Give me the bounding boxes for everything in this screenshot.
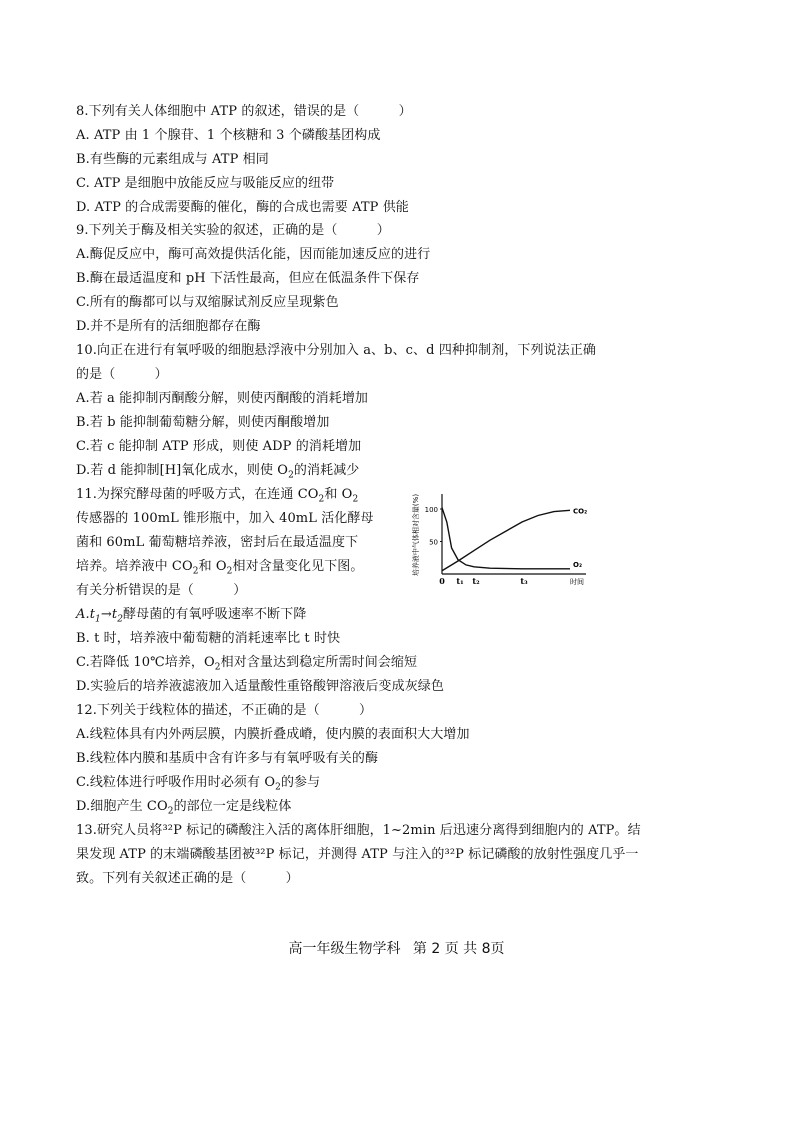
q11-stem-line3: 菌和 60mL 葡萄糖培养液，密封后在最适温度下	[76, 535, 359, 550]
q10-stem-line1: 10.向正在进行有氧呼吸的细胞悬浮液中分别加入 a、b、c、d 四种抑制剂，下列说法正确	[76, 343, 597, 358]
q11-a-text: A.t	[76, 607, 96, 622]
q12-option-d	[76, 799, 291, 815]
q8-stem: 8.下列有关人体细胞中 ATP 的叙述，错误的是（ ）	[76, 104, 412, 119]
q11-l1-mid: 和 O	[324, 487, 353, 502]
y-axis-label: 培养液中气体相对含量(%)	[412, 493, 420, 577]
subscript: 2	[214, 662, 221, 673]
q13-stem-line3: 致。下列有关叙述正确的是（ ）	[76, 871, 299, 886]
q13-stem-line2: 果发现 ATP 的末端磷酸基团被³²P 标记，并测得 ATP 与注入的³²P 标记磷酸的放射性强度几乎一	[76, 847, 639, 862]
q9-stem: 9.下列关于酶及相关实验的叙述，正确的是（ ）	[76, 223, 390, 238]
x-tick-label: t₂	[472, 576, 480, 586]
q11-option-a	[76, 607, 306, 623]
y-tick-label: 100	[424, 506, 438, 514]
q12-c-text: C.线粒体进行呼吸作用时必须有 O	[76, 775, 276, 790]
x-tick-label: 0	[439, 576, 445, 586]
q11-a-arrow: →t	[100, 607, 118, 622]
q12-d-text: D.细胞产生 CO	[76, 799, 168, 814]
q12-d-text-end: 的部位一定是线粒体	[173, 799, 292, 814]
q9-option-c: C.所有的酶都可以与双缩脲试剂反应呈现紫色	[76, 295, 339, 310]
q11-a-text-end: 酵母菌的有氧呼吸速率不断下降	[123, 607, 307, 622]
q10-option-d	[76, 463, 359, 479]
subscript: 2	[167, 806, 174, 817]
q9-option-d: D.并不是所有的活细胞都存在酶	[76, 319, 261, 334]
q8-option-d: D. ATP 的合成需要酶的催化，酶的合成也需要 ATP 供能	[76, 200, 409, 215]
q12-option-c	[76, 775, 320, 791]
page-footer	[0, 938, 793, 958]
subscript: 2	[226, 566, 233, 577]
q9-option-b: B.酶在最适温度和 pH 下活性最高，但应在低温条件下保存	[76, 271, 420, 286]
q10-option-c: C.若 c 能抑制 ATP 形成，则使 ADP 的消耗增加	[76, 439, 362, 454]
q11-l4-mid: 和 O	[198, 559, 227, 574]
q10-option-a: A.若 a 能抑制丙酮酸分解，则使丙酮酸的消耗增加	[76, 391, 369, 406]
x-tick-label: t₃	[520, 576, 528, 586]
q11-stem-line4	[76, 559, 364, 575]
q11-l4-end: 相对含量变化见下图。	[232, 559, 364, 574]
co2-series-label: CO₂	[573, 507, 588, 516]
q9-option-a: A.酶促反应中，酶可高效提供活化能，因而能加速反应的进行	[76, 247, 431, 262]
q11-c-text: C.若降低 10℃培养，O	[76, 655, 215, 670]
q12-option-b: B.线粒体内膜和基质中含有许多与有氧呼吸有关的酶	[76, 751, 379, 766]
q10-d-text-end: 的消耗减少	[293, 463, 360, 478]
x-tick-label: t₁	[456, 576, 464, 586]
subscript: 2	[117, 614, 124, 625]
q8-option-b: B.有些酶的元素组成与 ATP 相同	[76, 152, 269, 167]
q10-d-text: D.若 d 能抑制[H]氧化成水，则使 O	[76, 463, 289, 478]
q11-stem-line1	[76, 487, 358, 503]
q13-stem-line1: 13.研究人员将³²P 标记的磷酸注入活的离体肝细胞，1~2min 后迅速分离得到细胞内的 ATP。结	[76, 823, 641, 838]
q8-option-c: C. ATP 是细胞中放能反应与吸能反应的纽带	[76, 176, 335, 191]
q11-stem-line5: 有关分析错误的是（ ）	[76, 583, 247, 598]
q8-option-a: A. ATP 由 1 个腺苷、1 个核糖和 3 个磷酸基团构成	[76, 128, 381, 143]
q11-c-text-end: 相对含量达到稳定所需时间会缩短	[220, 655, 418, 670]
q11-l4-text: 培养。培养液中 CO	[76, 559, 193, 574]
subscript: 2	[288, 470, 294, 481]
q11-l1-text: 11.为探究酵母菌的呼吸方式，在连通 CO	[76, 487, 319, 502]
q11-option-c	[76, 655, 417, 671]
subscript: 2	[275, 782, 281, 793]
q11-option-d: D.实验后的培养液滤液加入适量酸性重铬酸钾溶液后变成灰绿色	[76, 679, 444, 694]
q12-stem: 12.下列关于线粒体的描述，不正确的是（ ）	[76, 703, 373, 718]
q11-option-b: B. t 时，培养液中葡萄糖的消耗速率比 t 时快	[76, 631, 341, 646]
subscript: 2	[318, 494, 325, 505]
q12-option-a: A.线粒体具有内外两层膜，内膜折叠成嵴，使内膜的表面积大大增加	[76, 727, 470, 742]
footer-subject: 高一年级生物学科	[288, 941, 401, 957]
footer-page-number: 第 2 页 共 8页	[412, 941, 505, 957]
subscript: 2	[352, 494, 359, 505]
q12-c-text-end: 的参与	[280, 775, 321, 790]
q10-option-b: B.若 b 能抑制葡萄糖分解，则使丙酮酸增加	[76, 415, 330, 430]
subscript: 2	[192, 566, 199, 577]
q11-chart	[408, 488, 598, 598]
q11-stem-line2: 传感器的 100mL 锥形瓶中，加入 40mL 活化酵母	[76, 511, 374, 526]
x-axis-label: 时间	[570, 578, 584, 586]
q10-stem-line2: 的是（ ）	[76, 367, 168, 382]
y-tick-label: 50	[429, 538, 438, 547]
subscript: 1	[95, 614, 101, 625]
o2-series-label: O₂	[573, 560, 583, 569]
